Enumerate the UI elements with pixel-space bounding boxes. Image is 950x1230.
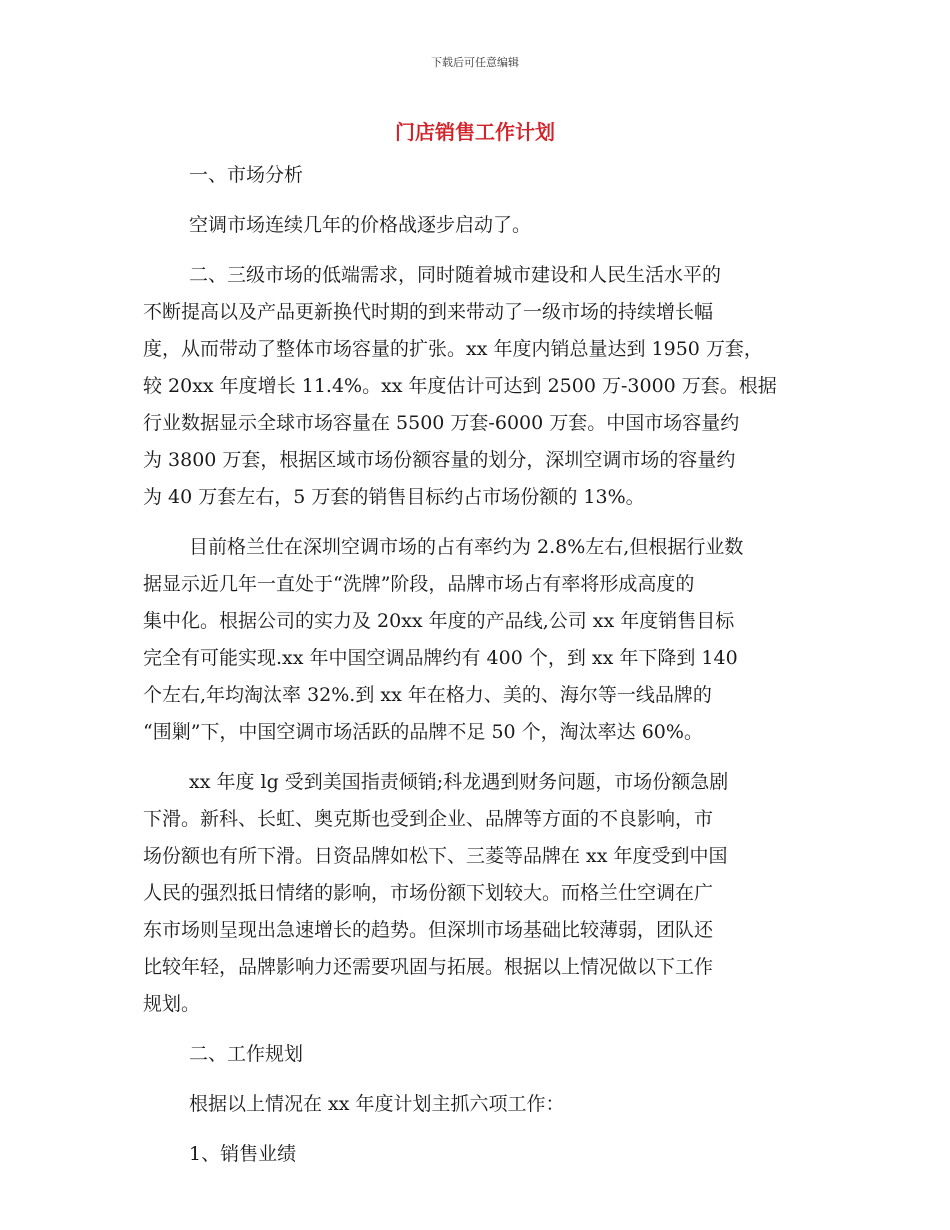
text-line: 规划。 [143, 993, 201, 1015]
text-line: 空调市场连续几年的价格战逐步启动了。 [189, 214, 532, 236]
text-line: “围剿”下，中国空调市场活跃的品牌不足 50 个，淘汰率达 60%。 [143, 721, 703, 743]
text-line: 行业数据显示全球市场容量在 5500 万套-6000 万套。中国市场容量约 [143, 412, 740, 434]
paragraph [143, 207, 815, 244]
text-line: 场份额也有所下滑。日资品牌如松下、三菱等品牌在 xx 年度受到中国 [143, 845, 728, 867]
text-line: 完全有可能实现.xx 年中国空调品牌约有 400 个，到 xx 年下降到 140 [143, 647, 738, 669]
header-note: 下载后可任意编辑 [431, 56, 519, 69]
paragraph-gap [143, 244, 815, 257]
text-line: 二、工作规划 [189, 1043, 304, 1065]
text-line: xx 年度 lg 受到美国指责倾销;科龙遇到财务问题，市场份额急剧 [189, 771, 729, 793]
text-line: 个左右,年均淘汰率 32%.到 xx 年在格力、美的、海尔等一线品牌的 [143, 684, 712, 706]
text-line: 据显示近几年一直处于“洗牌”阶段，品牌市场占有率将形成高度的 [143, 573, 695, 595]
document-body [143, 157, 815, 1173]
text-line: 为 40 万套左右，5 万套的销售目标约占市场份额的 13%。 [143, 486, 645, 508]
text-line: 比较年轻，品牌影响力还需要巩固与拓展。根据以上情况做以下工作 [143, 956, 714, 978]
paragraph [143, 1036, 815, 1073]
paragraph-gap [143, 194, 815, 207]
text-line: 较 20xx 年度增长 11.4%。xx 年度估计可达到 2500 万-3000 万套。根据 [143, 375, 777, 397]
paragraph [143, 157, 815, 194]
text-line: 二、三级市场的低端需求，同时随着城市建设和人民生活水平的 [189, 264, 722, 286]
text-line: 为 3800 万套，根据区域市场份额容量的划分，深圳空调市场的容量约 [143, 449, 736, 471]
text-line: 目前格兰仕在深圳空调市场的占有率约为 2.8%左右,但根据行业数 [189, 536, 744, 558]
text-line: 下滑。新科、长虹、奥克斯也受到企业、品牌等方面的不良影响，市 [143, 808, 714, 830]
document-title: 门店销售工作计划 [395, 120, 555, 144]
paragraph-gap [143, 1073, 815, 1086]
text-line: 一、市场分析 [189, 164, 304, 186]
paragraph [143, 1086, 815, 1123]
paragraph [143, 529, 815, 751]
paragraph [143, 257, 815, 516]
text-line: 1、销售业绩 [189, 1143, 297, 1165]
paragraph-gap [143, 516, 815, 529]
text-line: 度，从而带动了整体市场容量的扩张。xx 年度内销总量达到 1950 万套， [143, 338, 763, 360]
text-line: 东市场则呈现出急速增长的趋势。但深圳市场基础比较薄弱，团队还 [143, 919, 714, 941]
paragraph [143, 764, 815, 1023]
text-line: 人民的强烈抵日情绪的影响，市场份额下划较大。而格兰仕空调在广 [143, 882, 714, 904]
text-line: 不断提高以及产品更新换代时期的到来带动了一级市场的持续增长幅 [143, 301, 714, 323]
paragraph-gap [143, 1123, 815, 1136]
text-line: 根据以上情况在 xx 年度计划主抓六项工作： [189, 1093, 565, 1115]
paragraph [143, 1136, 815, 1173]
text-line: 集中化。根据公司的实力及 20xx 年度的产品线,公司 xx 年度销售目标 [143, 610, 735, 632]
paragraph-gap [143, 751, 815, 764]
paragraph-gap [143, 1023, 815, 1036]
